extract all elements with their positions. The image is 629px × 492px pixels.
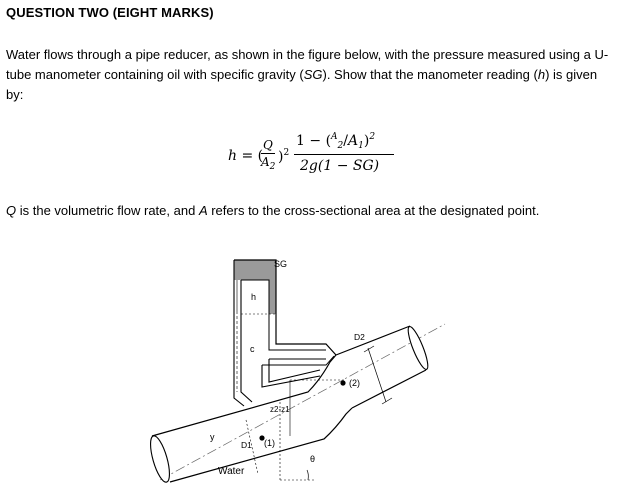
- point-2-marker: [340, 380, 345, 385]
- label-sg: SG: [274, 259, 288, 269]
- question-intro: Water flows through a pipe reducer, as shown in the figure below, with the pressure measured using a U-tube manometer containing oil with specific gravity (SG). Show that the manometer reading (h) is given by:: [6, 47, 609, 102]
- pipe-outlet-end: [405, 325, 432, 371]
- flow-fraction-numerator: Q: [263, 138, 273, 152]
- pipe-inlet-end: [147, 434, 174, 484]
- label-theta: θ: [310, 454, 316, 464]
- theta-arc: [307, 470, 308, 480]
- definition-text: Q is the volumetric flow rate, and A refers to the cross-sectional area at the designated point.: [6, 203, 540, 218]
- label-d1: D1: [241, 440, 252, 450]
- question-heading: QUESTION TWO (EIGHT MARKS): [6, 5, 214, 20]
- flow-fraction-close: )$^2$: [278, 148, 290, 165]
- pipe-large-section: [152, 355, 352, 482]
- manometer-oil-right: [269, 280, 276, 314]
- d2-dimension: [368, 348, 386, 402]
- main-fraction-denominator: 2g(1 − SG): [300, 158, 380, 174]
- manometer-tube-inner: [262, 356, 334, 365]
- label-h: h: [251, 292, 257, 302]
- pipe-reducer-figure: [140, 252, 450, 490]
- main-fraction-bar: [294, 154, 394, 155]
- pipe-centerline: [160, 324, 445, 480]
- d2-tick-b: [382, 398, 392, 404]
- label-point1: (1): [264, 438, 275, 448]
- label-water: Water: [218, 466, 245, 477]
- equation-lhs: h = (: [228, 148, 264, 164]
- label-z: z2-z1: [270, 405, 290, 414]
- manometer-inner: [241, 280, 326, 350]
- label-point2: (2): [349, 378, 360, 388]
- flow-fraction-bar: [261, 153, 275, 154]
- main-fraction-numerator: $1 - (^A_2/A_1)^2$: [296, 132, 376, 151]
- manometer-equation: [226, 128, 396, 178]
- label-c: c: [250, 344, 255, 354]
- label-y: y: [210, 432, 215, 442]
- flow-fraction-denominator: $A_2$: [261, 155, 276, 172]
- label-d2: D2: [354, 332, 365, 342]
- manometer-oil-left: [234, 260, 241, 280]
- manometer-right-leg: [262, 359, 320, 387]
